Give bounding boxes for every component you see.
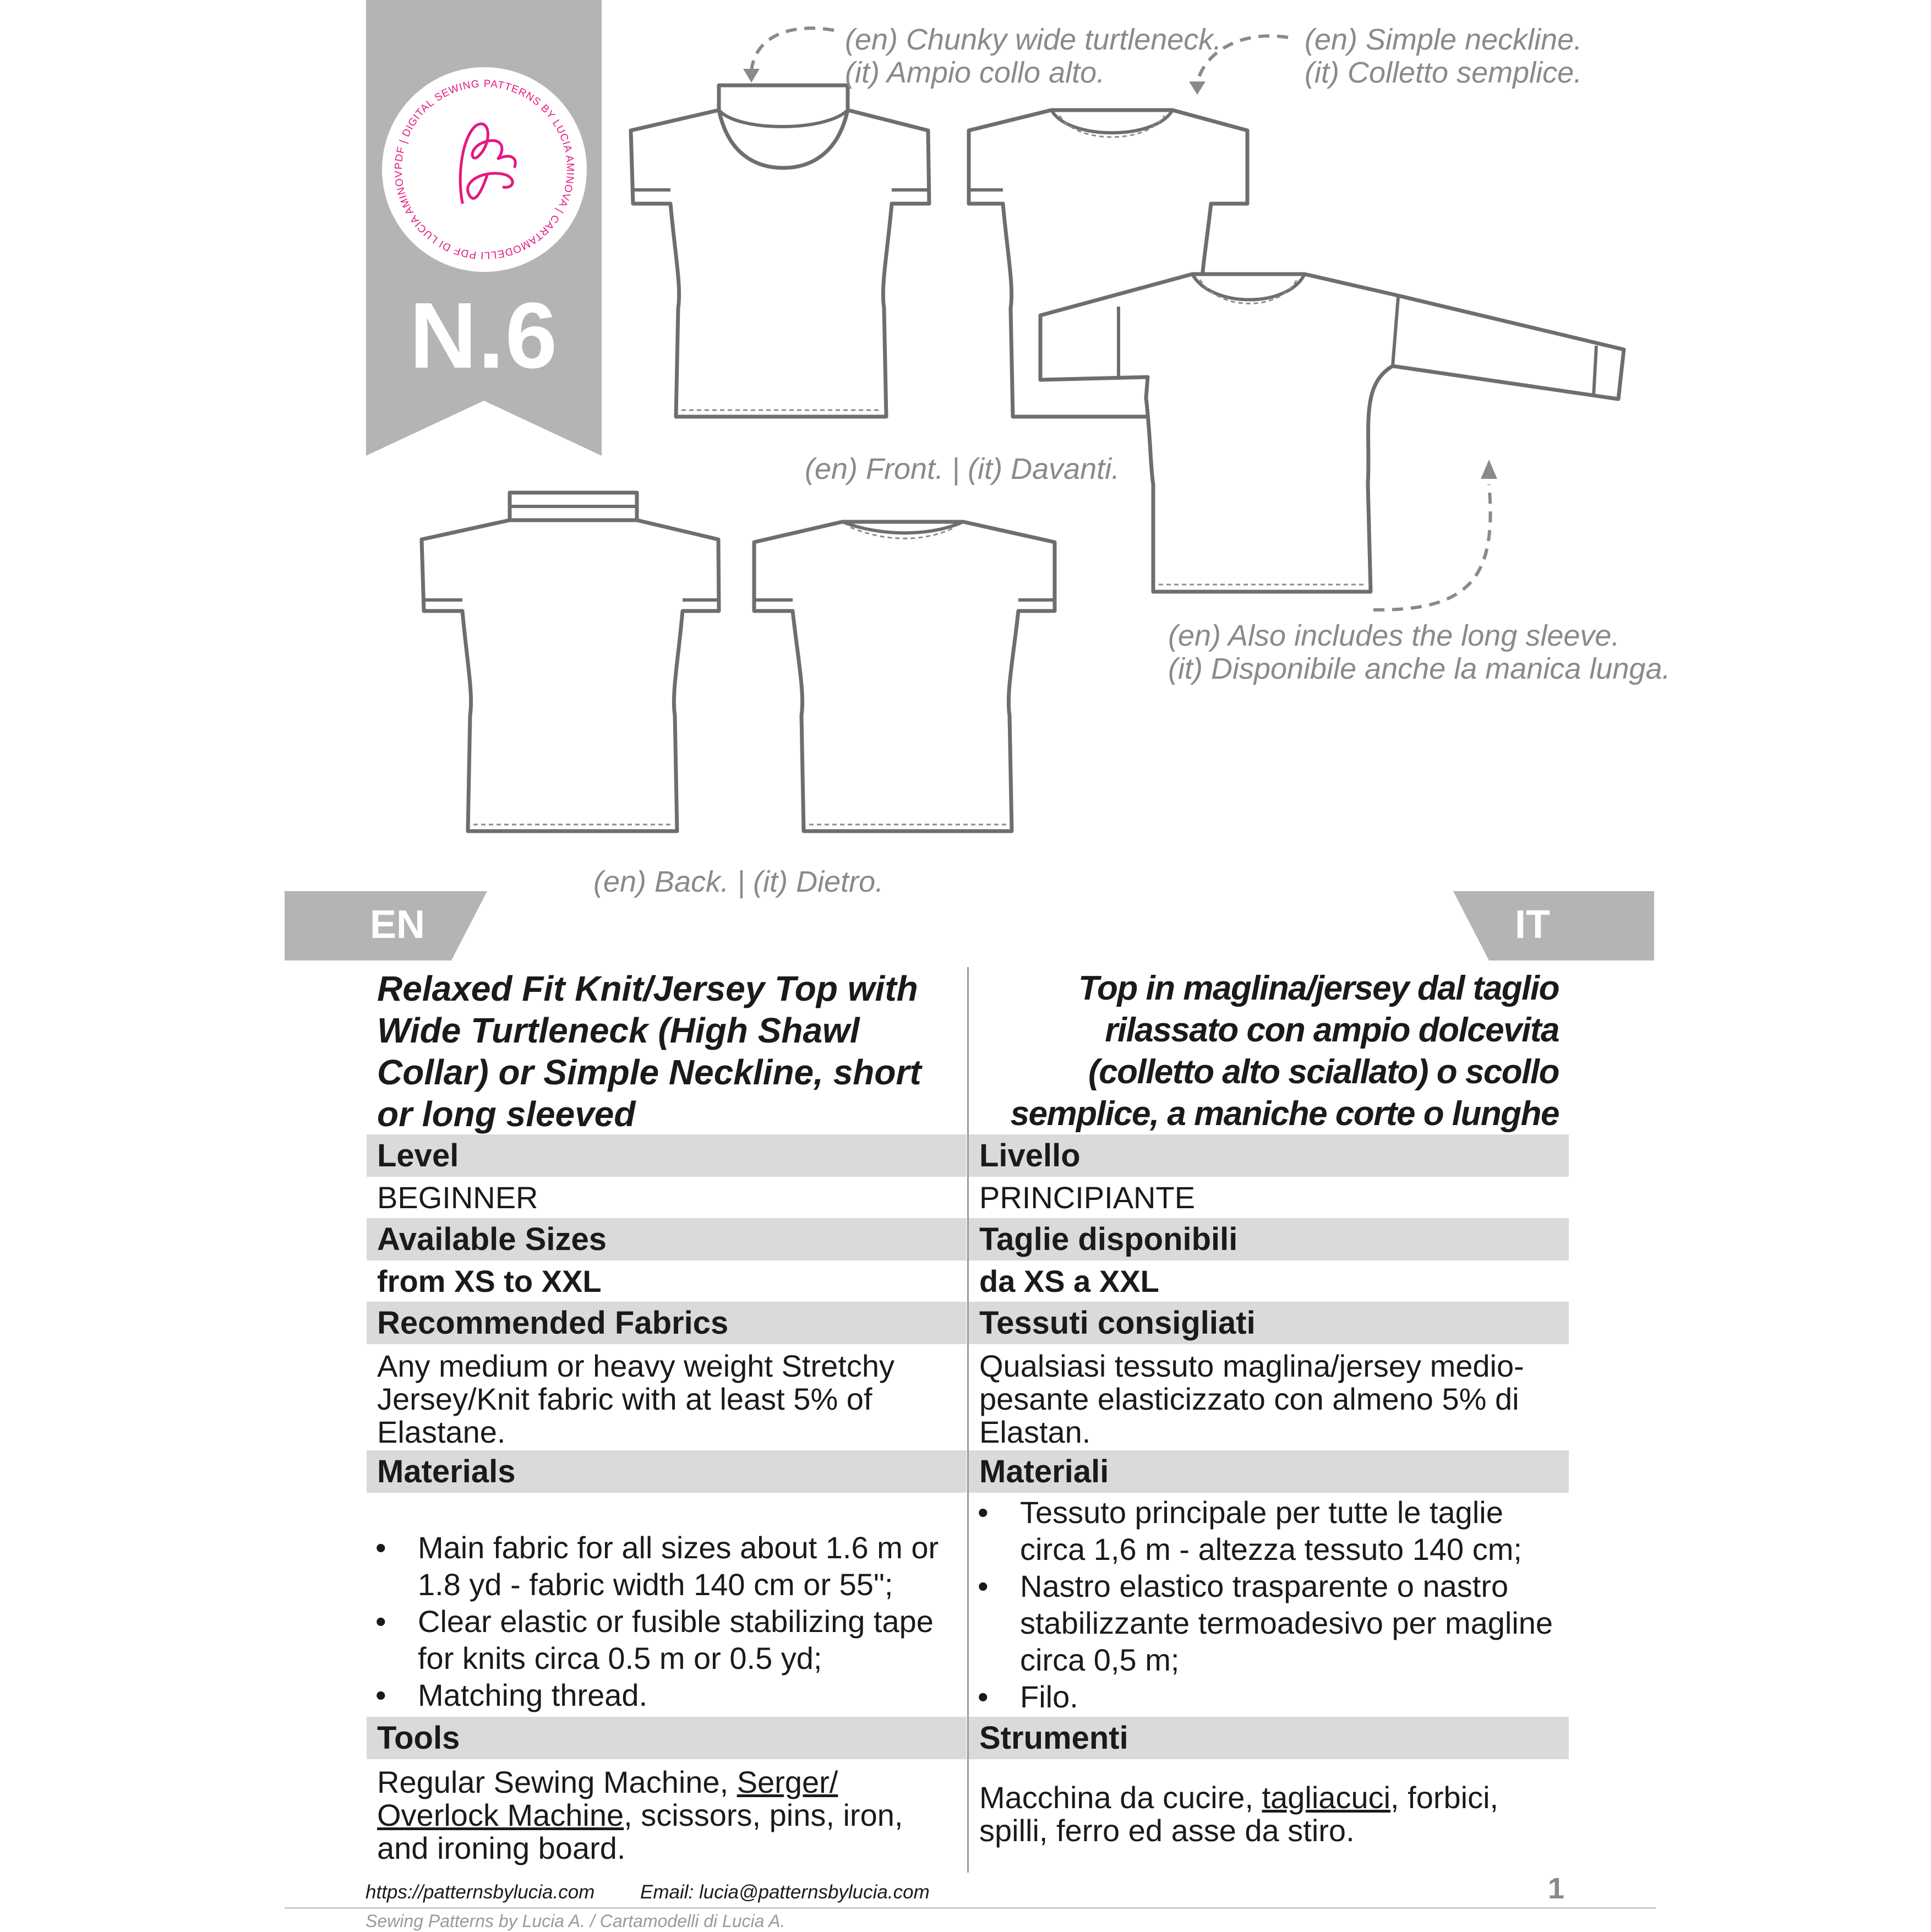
it-tools-value: Macchina da cucire, tagliacuci, forbici, spilli, ferro ed asse da stiro. xyxy=(979,1780,1499,1848)
pattern-number: N.6 xyxy=(409,283,559,388)
it-fabrics-value: Qualsiasi tessuto maglina/jersey medio-pesante elasticizzato con almeno 5% di Elastan. xyxy=(979,1349,1524,1449)
it-sizes-value: da XS a XXL xyxy=(979,1264,1159,1298)
en-materials-header: Materials xyxy=(367,1450,967,1493)
note-turtleneck: (en) Chunky wide turtleneck. (it) Ampio collo alto. xyxy=(845,23,1222,89)
footer-rule xyxy=(285,1907,1656,1909)
list-item: • Main fabric for all sizes about 1.6 m or 1.8 yd - fabric width 140 cm or 55"; xyxy=(375,1530,939,1602)
tagliacuci-link[interactable]: tagliacuci xyxy=(1262,1780,1391,1815)
garment-illustrations xyxy=(0,0,1931,892)
en-fabrics-value: Any medium or heavy weight Stretchy Jersey/Knit fabric with at least 5% of Elastane. xyxy=(377,1349,894,1449)
list-item: • Tessuto principale per tutte le taglie circa 1,6 m - altezza tessuto 140 cm; xyxy=(978,1495,1522,1567)
it-level-value: PRINCIPIANTE xyxy=(979,1180,1196,1215)
language-tab-shapes xyxy=(0,886,1931,963)
serger-link[interactable]: Serger/ Overlock Machine xyxy=(377,1765,838,1832)
it-tools-header: Strumenti xyxy=(969,1717,1569,1759)
list-item: • Filo. xyxy=(978,1679,1078,1714)
note-long-sleeve: (en) Also includes the long sleeve. (it) Disponibile anche la manica lunga. xyxy=(1168,619,1671,685)
en-tools-header: Tools xyxy=(367,1717,967,1759)
en-fabrics-header: Recommended Fabrics xyxy=(367,1302,967,1344)
note-front: (en) Front. | (it) Davanti. xyxy=(805,452,1120,485)
en-sizes-header: Available Sizes xyxy=(367,1218,967,1260)
en-column xyxy=(367,968,967,1865)
it-level-header: Livello xyxy=(969,1134,1569,1177)
back-turtleneck-top xyxy=(422,493,719,831)
it-materials-header: Materiali xyxy=(969,1450,1569,1493)
note-simple-neckline: (en) Simple neckline. (it) Colletto semplice. xyxy=(1305,23,1583,89)
it-fabrics-header: Tessuti consigliati xyxy=(969,1302,1569,1344)
note-back: (en) Back. | (it) Dietro. xyxy=(593,865,884,898)
it-materials-list xyxy=(969,1494,1569,1715)
list-item: • Clear elastic or fusible stabilizing tape for knits circa 0.5 m or 0.5 yd; xyxy=(375,1604,934,1676)
en-title: Relaxed Fit Knit/Jersey Top with Wide Turtleneck (High Shawl Collar) or Simple Neckline, short or long sleeved xyxy=(377,969,921,1134)
it-sizes-header: Taglie disponibili xyxy=(969,1218,1569,1260)
en-level-value: BEGINNER xyxy=(377,1180,538,1215)
tab-en: EN xyxy=(370,903,426,947)
arrow-turtleneck xyxy=(743,28,834,83)
footer-website[interactable]: https://patternsbylucia.com xyxy=(366,1881,595,1903)
en-sizes-value: from XS to XXL xyxy=(377,1264,602,1298)
arrow-long-sleeve xyxy=(1373,460,1497,610)
back-simple-top xyxy=(754,522,1055,831)
list-item: • Matching thread. xyxy=(375,1678,648,1712)
list-item: • Nastro elastico trasparente o nastro stabilizzante termoadesivo per magline circa 0,5 m; xyxy=(978,1569,1553,1677)
en-tools-value: Regular Sewing Machine, Serger/ Overlock Machine, scissors, pins, iron, and ironing board. xyxy=(377,1765,903,1865)
svg-text:PDF | DIGITAL SEWING PATTERNS: PDF | DIGITAL SEWING PATTERNS BY LUCIA AMINOVA | CARTAMODELLI PDF DI LUCIA AMINOV xyxy=(392,78,576,261)
footer-credit: Sewing Patterns by Lucia A. / Cartamodelli di Lucia A. xyxy=(366,1911,786,1931)
page-number: 1 xyxy=(1548,1872,1565,1905)
front-turtleneck-top xyxy=(631,85,929,417)
en-materials-list xyxy=(367,1529,967,1713)
tab-it: IT xyxy=(1515,903,1550,947)
it-title: Top in maglina/jersey dal taglio rilassato con ampio dolcevita (colletto alto sciallato) o scollo semplice, a maniche corte o lunghe xyxy=(1010,969,1559,1133)
it-column xyxy=(969,968,1569,1847)
en-level-header: Level xyxy=(367,1134,967,1177)
footer-email[interactable]: Email: lucia@patternsbylucia.com xyxy=(640,1881,930,1903)
front-long-sleeve-top xyxy=(1040,274,1624,592)
